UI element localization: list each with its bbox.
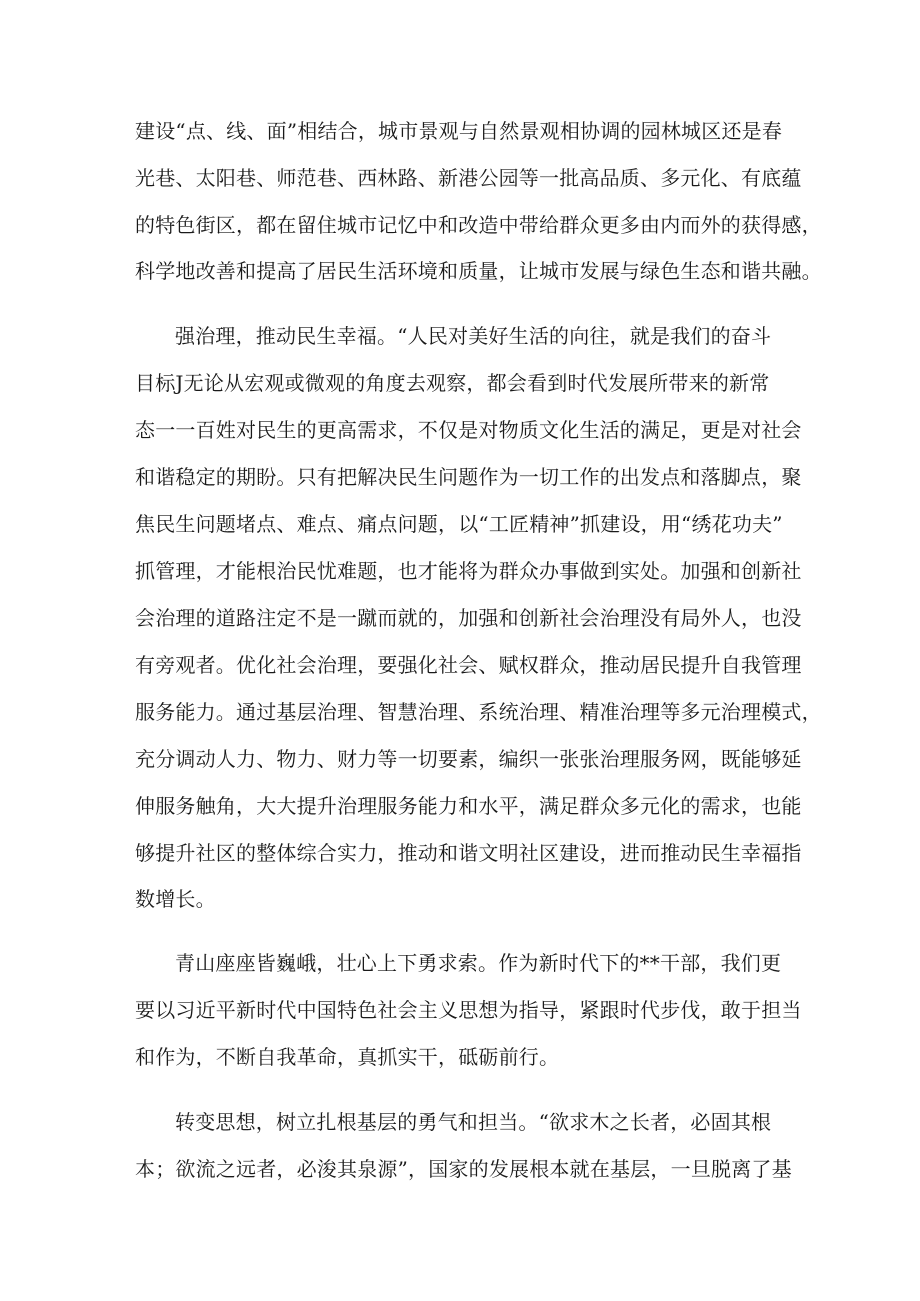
paragraph-start-line: 青山座座皆巍峨，壮心上下勇求索。作为新时代下的**干部，我们更	[175, 951, 782, 975]
paragraph-start-line: 强治理，推动民生幸福。“人民对美好生活的向往，就是我们的奋斗	[175, 324, 772, 348]
text-line: 够提升社区的整体综合实力，推动和谐文明社区建设，进而推动民生幸福指	[135, 841, 802, 865]
text-line: 科学地改善和提高了居民生活环境和质量，让城市发展与绿色生态和谐共融。	[135, 259, 822, 283]
text-line: 的特色街区，都在留住城市记忆中和改造中带给群众更多由内而外的获得感，	[135, 213, 822, 237]
text-line: 数增长。	[135, 887, 216, 911]
text-line: 建设“点、线、面”相结合，城市景观与自然景观相协调的园林城区还是春	[135, 119, 783, 143]
text-line: 和作为，不断自我革命，真抓实干，砥砺前行。	[135, 1045, 560, 1069]
text-line: 态一一百姓对民生的更高需求，不仅是对物质文化生活的满足，更是对社会	[135, 418, 802, 442]
text-line: 会治理的道路注定不是一蹴而就的，加强和创新社会治理没有局外人，也没	[135, 606, 802, 630]
text-line: 本；欲流之远者，必浚其泉源”，国家的发展根本就在基层，一旦脱离了基	[135, 1157, 792, 1181]
text-line: 充分调动人力、物力、财力等一切要素，编织一张张治理服务网，既能够延	[135, 747, 802, 771]
text-line: 要以习近平新时代中国特色社会主义思想为指导，紧跟时代步伐，敢于担当	[135, 998, 802, 1022]
text-line: 抓管理，才能根治民忧难题，也才能将为群众办事做到实处。加强和创新社	[135, 559, 802, 583]
text-line: 和谐稳定的期盼。只有把解决民生问题作为一切工作的出发点和落脚点，聚	[135, 465, 802, 489]
text-line: 伸服务触角，大大提升治理服务能力和水平，满足群众多元化的需求，也能	[135, 794, 802, 818]
text-line: 服务能力。通过基层治理、智慧治理、系统治理、精准治理等多元治理模式，	[135, 700, 822, 724]
text-line: 有旁观者。优化社会治理，要强化社会、赋权群众，推动居民提升自我管理	[135, 653, 802, 677]
text-line: 光巷、太阳巷、师范巷、西林路、新港公园等一批高品质、多元化、有底蕴	[135, 166, 802, 190]
text-line: 目标J无论从宏观或微观的角度去观察，都会看到时代发展所带来的新常	[135, 371, 770, 395]
text-line: 焦民生问题堵点、难点、痛点问题，以“工匠精神”抓建设，用“绣花功夫”	[135, 512, 783, 536]
paragraph-start-line: 转变思想，树立扎根基层的勇气和担当。“欲求木之长者，必固其根	[175, 1110, 772, 1134]
